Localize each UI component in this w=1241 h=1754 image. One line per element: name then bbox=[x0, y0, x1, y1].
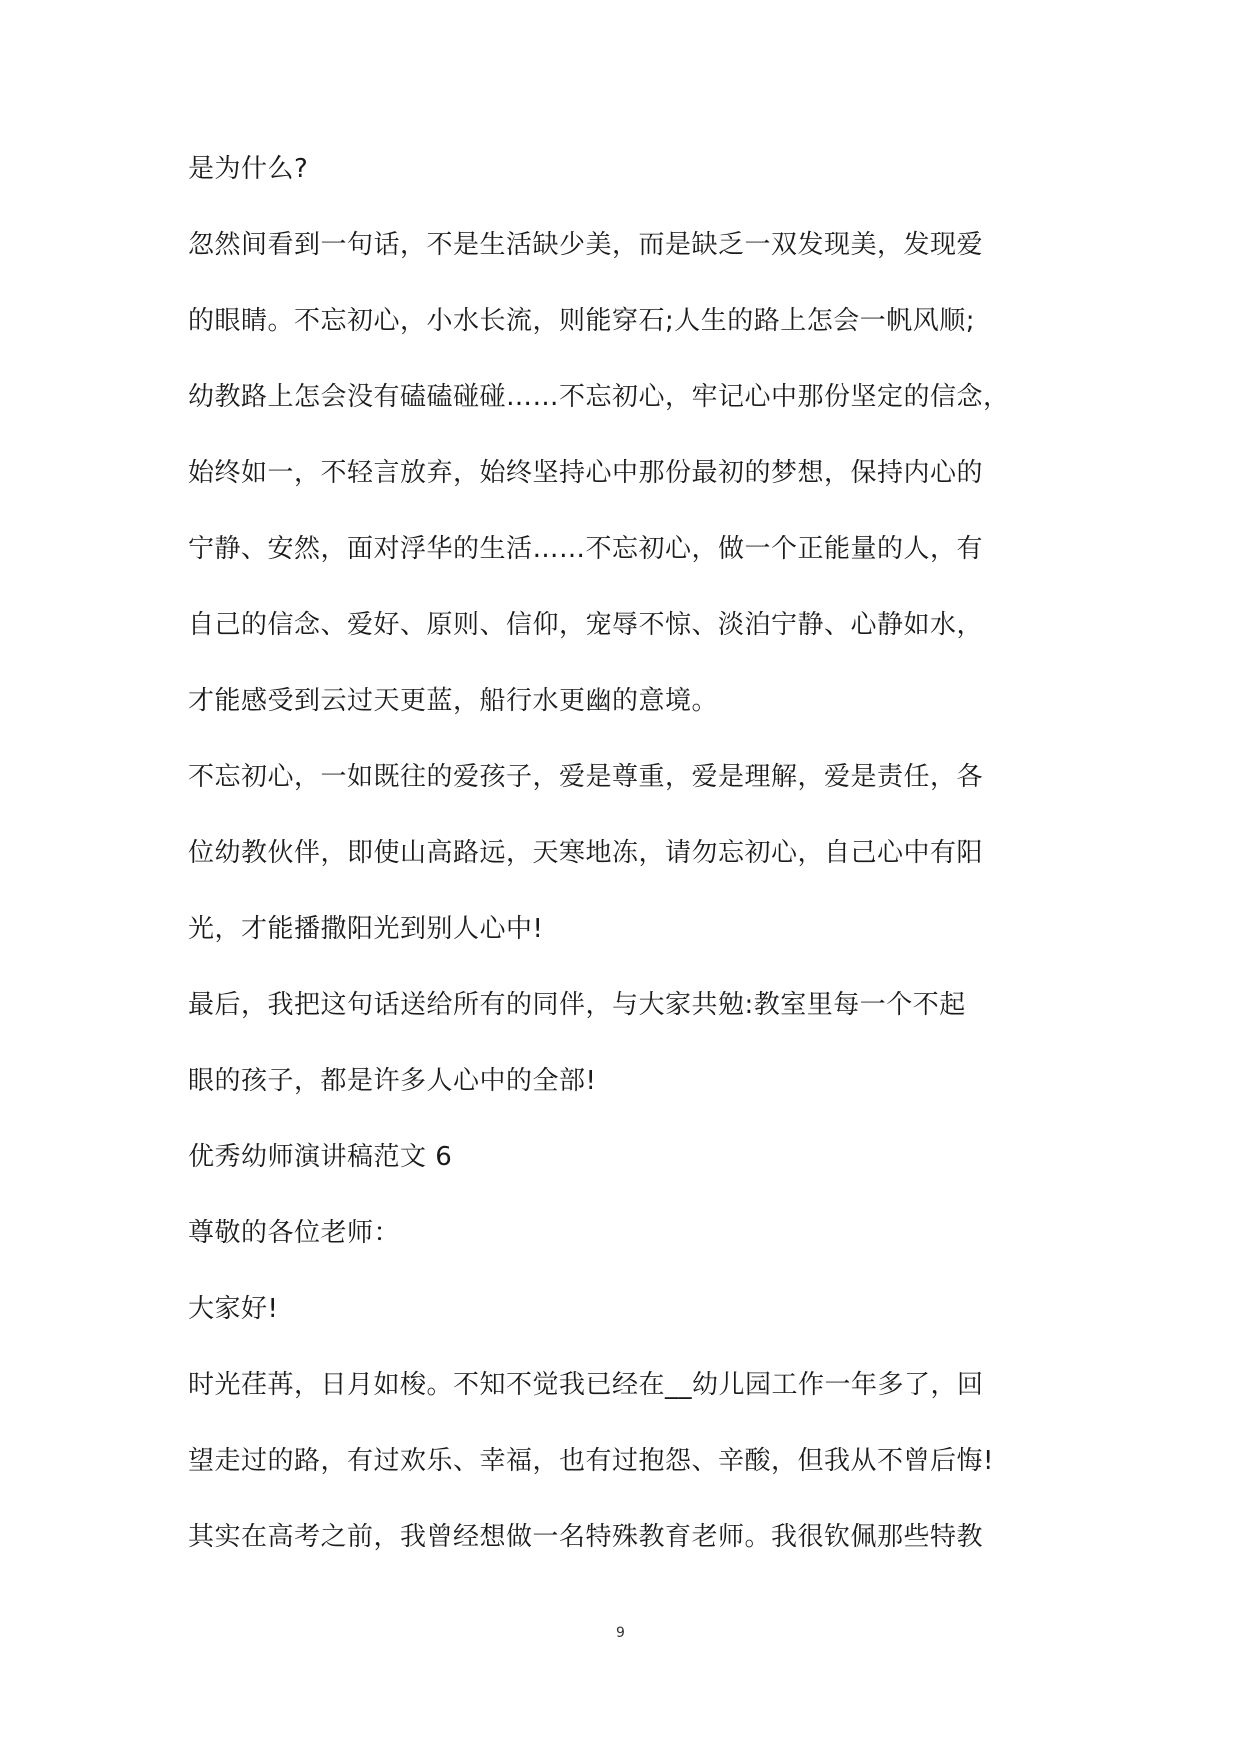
text-line: 的眼睛。不忘初心，小水长流，则能穿石;人生的路上怎会一帆风顺; bbox=[188, 306, 976, 336]
text-line: 不忘初心，一如既往的爱孩子，爱是尊重，爱是理解，爱是责任，各 bbox=[188, 762, 984, 792]
text-line: 幼教路上怎会没有磕磕碰碰……不忘初心，牢记心中那份坚定的信念， bbox=[188, 382, 1010, 412]
text-line: 忽然间看到一句话，不是生活缺少美，而是缺乏一双发现美，发现爱 bbox=[188, 230, 984, 260]
text-line: 始终如一，不轻言放弃，始终坚持心中那份最初的梦想，保持内心的 bbox=[188, 458, 984, 488]
text-line: 光，才能播撒阳光到别人心中! bbox=[188, 914, 544, 944]
text-line: 位幼教伙伴，即使山高路远，天寒地冻，请勿忘初心，自己心中有阳 bbox=[188, 838, 984, 868]
text-line: 最后，我把这句话送给所有的同伴，与大家共勉:教室里每一个不起 bbox=[188, 990, 966, 1020]
page-number: 9 bbox=[616, 1625, 625, 1641]
text-line: 自己的信念、爱好、原则、信仰，宠辱不惊、淡泊宁静、心静如水， bbox=[188, 610, 984, 640]
section-heading: 优秀幼师演讲稿范文 6 bbox=[188, 1142, 453, 1172]
text-line: 是为什么? bbox=[188, 154, 309, 184]
text-line: 才能感受到云过天更蓝，船行水更幽的意境。 bbox=[188, 686, 719, 716]
text-line: 时光荏苒，日月如梭。不知不觉我已经在__幼儿园工作一年多了，回 bbox=[188, 1370, 984, 1400]
text-line: 眼的孩子，都是许多人心中的全部! bbox=[188, 1066, 597, 1096]
text-line: 宁静、安然，面对浮华的生活……不忘初心，做一个正能量的人，有 bbox=[188, 534, 984, 564]
text-line: 望走过的路，有过欢乐、幸福，也有过抱怨、辛酸，但我从不曾后悔! bbox=[188, 1446, 994, 1476]
text-line: 其实在高考之前，我曾经想做一名特殊教育老师。我很钦佩那些特教 bbox=[188, 1522, 984, 1552]
salutation: 尊敬的各位老师： bbox=[188, 1218, 401, 1248]
greeting: 大家好! bbox=[188, 1294, 279, 1324]
